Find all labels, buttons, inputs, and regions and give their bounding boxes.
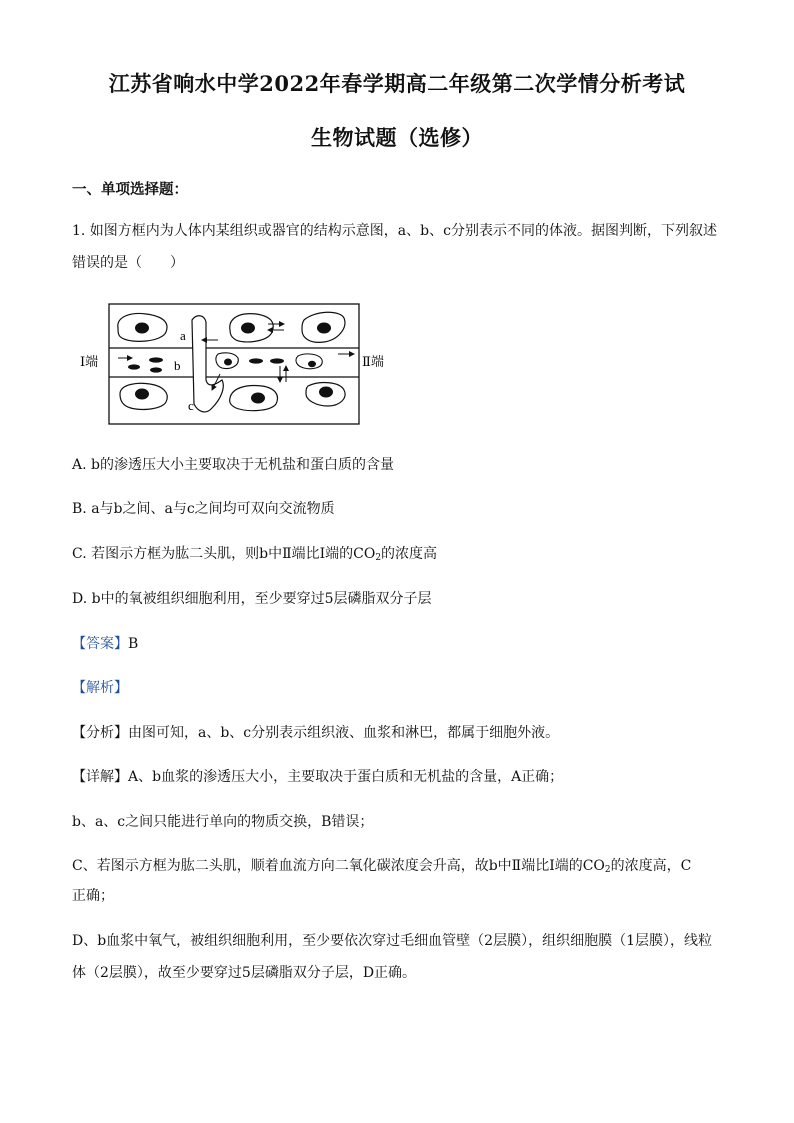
question-stem-line2: 错误的是（ ） [72,255,184,271]
blood-cell [249,358,263,363]
label-b: b [174,358,181,373]
option-b: B. a与b之间、a与c之间均可双向交流物质 [72,501,335,517]
question-stem-line1: 1. 如图方框内为人体内某组织或器官的结构示意图，a、b、c分别表示不同的体液。据图判断，下列叙述 [72,223,717,239]
label-end-2: Ⅱ端 [362,355,384,370]
exam-subtitle: 生物试题（选修） [311,125,483,150]
cell-nucleus [251,393,265,404]
lymph-vessel [192,316,223,412]
analysis-tag: 【解析】 [72,680,128,696]
cell-nucleus [224,359,232,366]
cell-nucleus [319,387,333,398]
label-end-1: Ⅰ端 [80,355,99,370]
section-heading: 一、单项选择题： [72,181,188,198]
exam-title: 江苏省响水中学2022年春学期高二年级第二次学情分析考试 [108,71,686,96]
analysis-line-c-end: 正确； [72,888,114,904]
option-c: C. 若图示方框为肱二头肌，则b中Ⅱ端比Ⅰ端的$CO_2$的浓度高 [72,546,438,563]
cell-nucleus [308,361,316,367]
analysis-line-d1: D、b血浆中氧气，被组织细胞利用，至少要依次穿过毛细血管壁（2层膜），组织细胞膜（1层膜），线粒 [72,933,712,949]
answer-value: B [128,636,139,652]
cell-nucleus [135,323,149,334]
option-a: A. b的渗透压大小主要取决于无机盐和蛋白质的含量 [72,457,394,473]
cell-nucleus [135,389,149,400]
analysis-fenxi: 【分析】由图可知，a、b、c分别表示组织液、血浆和淋巴，都属于细胞外液。 [72,725,560,741]
answer-tag: 【答案】 [72,636,128,652]
analysis-xiangjie-a: 【详解】A、b血浆的渗透压大小，主要取决于蛋白质和无机盐的含量，A正确； [72,769,564,785]
blood-cell [149,357,163,362]
answer-line [72,629,722,659]
blood-cell [270,358,284,363]
tissue-structure-diagram [80,300,384,430]
blood-cell [150,367,162,372]
option-d: D. b中的氧被组织细胞利用，至少要穿过5层磷脂双分子层 [72,591,432,607]
label-c: c [188,398,194,413]
blood-cell [128,364,140,369]
analysis-line-c: C、若图示方框为肱二头肌，顺着血流方向二氧化碳浓度会升高，故b中Ⅱ端比Ⅰ端的$CO_2$的浓度高，C [72,858,692,875]
label-a: a [180,328,186,343]
cell-nucleus [317,323,331,334]
white-blood-cell [296,354,322,369]
cell-nucleus [241,323,255,334]
analysis-line-d2: 体（2层膜），故至少要穿过5层磷脂双分子层，D正确。 [72,965,417,981]
analysis-line-b: b、a、c之间只能进行单向的物质交换，B错误； [72,814,374,830]
